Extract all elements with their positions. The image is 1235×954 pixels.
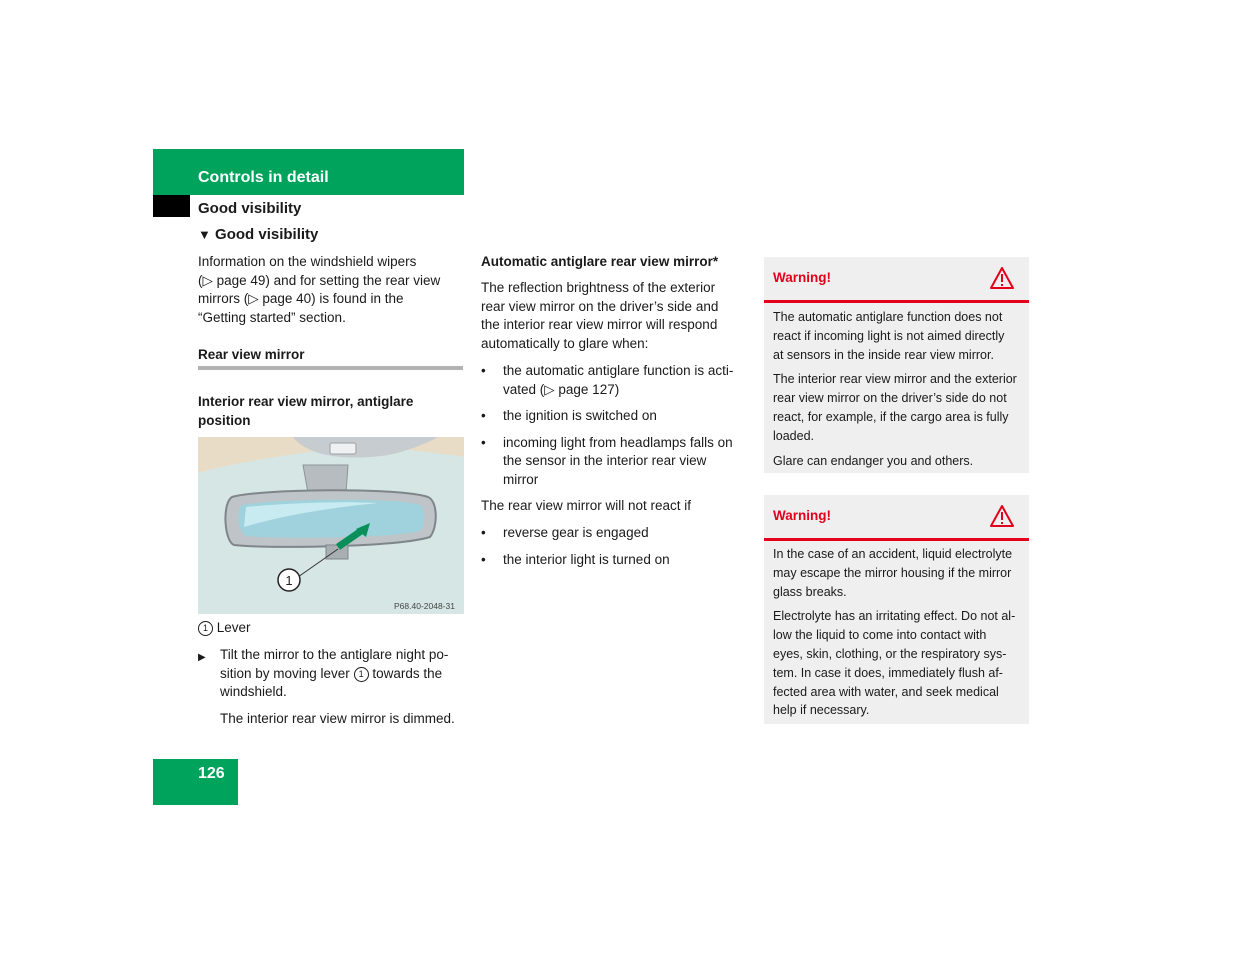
- list-item: • the interior light is turned on: [481, 551, 756, 570]
- warning-triangle-icon: [989, 266, 1015, 290]
- step-line: sition by moving lever 1 towards the: [220, 665, 443, 681]
- warning-box: [764, 495, 1029, 724]
- intro-line: rear view mirror on the driver’s side and: [481, 298, 719, 314]
- intro-line: “Getting started” section.: [198, 309, 346, 325]
- callout-1-icon: 1: [354, 667, 369, 682]
- list-item: • the ignition is switched on: [481, 407, 756, 426]
- warning-title: Warning!: [773, 508, 831, 523]
- list-item: • the automatic antiglare function is acti- vated (▷ page 127): [481, 362, 756, 399]
- section-title: Controls in detail: [198, 169, 329, 186]
- callout-number: 1: [285, 573, 293, 588]
- antiglare-heading: Automatic antiglare rear view mirror*: [481, 254, 719, 269]
- warning-box: [764, 257, 1029, 473]
- heading-line: position: [198, 412, 251, 428]
- bullet-icon: •: [481, 525, 486, 540]
- warning-body: The automatic antiglare function does not react if incoming light is not aimed directly at sensors in the inside rear view mirror. The interior rear view mirror and the exterior rear view mirror on the driver’s side do not react, for example, if the cargo area is fully loaded. Glare can endanger you and others.: [773, 310, 1017, 468]
- warning-header: [764, 495, 1029, 541]
- intro-line: the interior rear view mirror will respond: [481, 317, 718, 333]
- topic-title-text: Good visibility: [215, 226, 319, 243]
- legend-item: [198, 619, 251, 638]
- list-item: • reverse gear is engaged: [481, 524, 756, 543]
- warning-body: In the case of an accident, liquid electrolyte may escape the mirror housing if the mirror glass breaks. Electrolyte has an irritating effect. Do not al- low the liquid to come into contact with eyes, skin, clothing, or the respiratory sys- tem. In case it does, immediately flush af- fected area with water, and seek medical help if necessary.: [773, 547, 1016, 718]
- image-code: P68.40-2048-31: [394, 601, 455, 611]
- step-line: Tilt the mirror to the antiglare night po-: [220, 647, 449, 662]
- glare-conditions-list: [481, 362, 756, 490]
- bullet-icon: •: [481, 408, 486, 424]
- intro-line: (▷ page 49) and for setting the rear view: [198, 272, 441, 288]
- triangle-down-icon: ▼: [198, 227, 211, 242]
- heading-rule: [198, 366, 463, 370]
- interior-mirror-heading: [198, 393, 463, 430]
- subsection-title: Good visibility: [198, 200, 302, 217]
- mirror-illustration: [198, 437, 464, 614]
- instruction-step: [198, 646, 468, 702]
- warning-title: Warning!: [773, 270, 831, 285]
- step-result: The interior rear view mirror is dimmed.: [220, 711, 455, 726]
- step-line: windshield.: [220, 684, 287, 700]
- callout-1-icon: 1: [198, 621, 213, 636]
- bullet-icon: •: [481, 363, 486, 378]
- intro-line: mirrors (▷ page 40) is found in the: [198, 291, 404, 307]
- intro-line: automatically to glare when:: [481, 335, 649, 351]
- intro-paragraph: [198, 253, 468, 327]
- warning-triangle-icon: [989, 504, 1015, 528]
- rear-view-mirror-heading: Rear view mirror: [198, 347, 305, 362]
- bullet-icon: •: [481, 551, 486, 567]
- page-number-box: [153, 759, 238, 805]
- not-react-text: The rear view mirror will not react if: [481, 498, 692, 513]
- warning-header: [764, 257, 1029, 303]
- heading-line: Interior rear view mirror, antiglare: [198, 394, 414, 409]
- intro-line: Information on the windshield wipers: [198, 254, 417, 269]
- play-arrow-icon: ▶: [198, 652, 206, 663]
- bullet-icon: •: [481, 434, 486, 450]
- page-number: 126: [198, 765, 225, 782]
- subsection-marker: [153, 195, 190, 217]
- antiglare-intro: [481, 279, 751, 353]
- legend-label: Lever: [216, 620, 251, 635]
- topic-title: [198, 226, 318, 243]
- intro-line: The reflection brightness of the exterior: [481, 280, 716, 295]
- no-reaction-list: [481, 524, 756, 569]
- list-item: • incoming light from headlamps falls on the sensor in the interior rear view mirror: [481, 434, 756, 490]
